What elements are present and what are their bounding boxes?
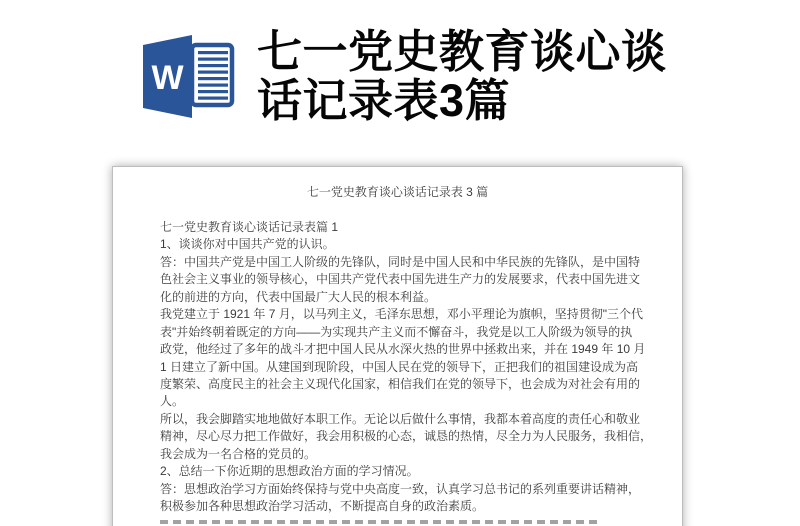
document-line: 答：中国共产党是中国工人阶级的先锋队，同时是中国人民和中华民族的先锋队，是中国特 <box>160 254 641 269</box>
page-title-line2: 话记录表3篇 <box>257 75 511 126</box>
word-icon-graphic <box>140 34 236 118</box>
document-line: 七一党史教育谈心谈话记录表篇 1 <box>160 220 339 234</box>
page-title <box>257 27 667 125</box>
page-title-line1: 七一党史教育谈心谈 <box>257 26 667 77</box>
document-line: 答：思想政治学习方面始终保持与党中央高度一致，认真学习总书记的系列重要讲话精神， <box>160 481 641 496</box>
document-line: 政党，他经过了多年的战斗才把中国人民从水深火热的世界中拯救出来，并在 1949 年 10 月 <box>160 342 646 357</box>
document-line: 色社会主义事业的领导核心，中国共产党代表中国先进生产力的发展要求，代表中国先进文 <box>160 272 641 287</box>
document-body <box>160 219 653 515</box>
document-line: 所以，我会脚踏实地地做好本职工作。无论以后做什么事情，我都本着高度的责任心和敬业 <box>160 411 641 426</box>
document-line: 表"并始终朝着既定的方向——为实现共产主义而不懈奋斗，我党是以工人阶级为领导的执 <box>160 324 633 339</box>
document-line: 精神，尽心尽力把工作做好，我会用积极的心态，诚恳的热情，尽全力为人民服务，我相信， <box>160 429 653 444</box>
document-line: 化的前进的方向，代表中国最广大人民的根本利益。 <box>160 289 437 304</box>
clipped-next-line <box>160 520 598 524</box>
word-icon-letter: W <box>151 59 184 97</box>
document-title: 七一党史教育谈心谈话记录表 3 篇 <box>306 185 489 199</box>
document-line: 1、谈谈你对中国共产党的认识。 <box>160 237 335 252</box>
document-line: 度繁荣、高度民主的社会主义现代化国家，相信我们在党的领导下，也会成为对社会有用的 <box>160 376 641 391</box>
document-page <box>112 166 683 526</box>
word-document-icon <box>140 34 236 118</box>
document-line: 1 日建立了新中国。从建国到现阶段，中国人民在党的领导下，正把我们的祖国建设成为高 <box>160 359 639 374</box>
document-line: 2、总结一下你近期的思想政治方面的学习情况。 <box>160 464 419 479</box>
document-line: 人。 <box>160 394 185 409</box>
document-line: 我党建立于 1921 年 7 月，以马列主义，毛泽东思想，邓小平理论为旗帜，坚持贯彻"三个代 <box>160 307 643 322</box>
document-line: 积极参加各种思想政治学习活动，不断提高自身的政治素质。 <box>160 499 485 513</box>
document-line: 我会成为一名合格的党员的。 <box>160 446 317 461</box>
